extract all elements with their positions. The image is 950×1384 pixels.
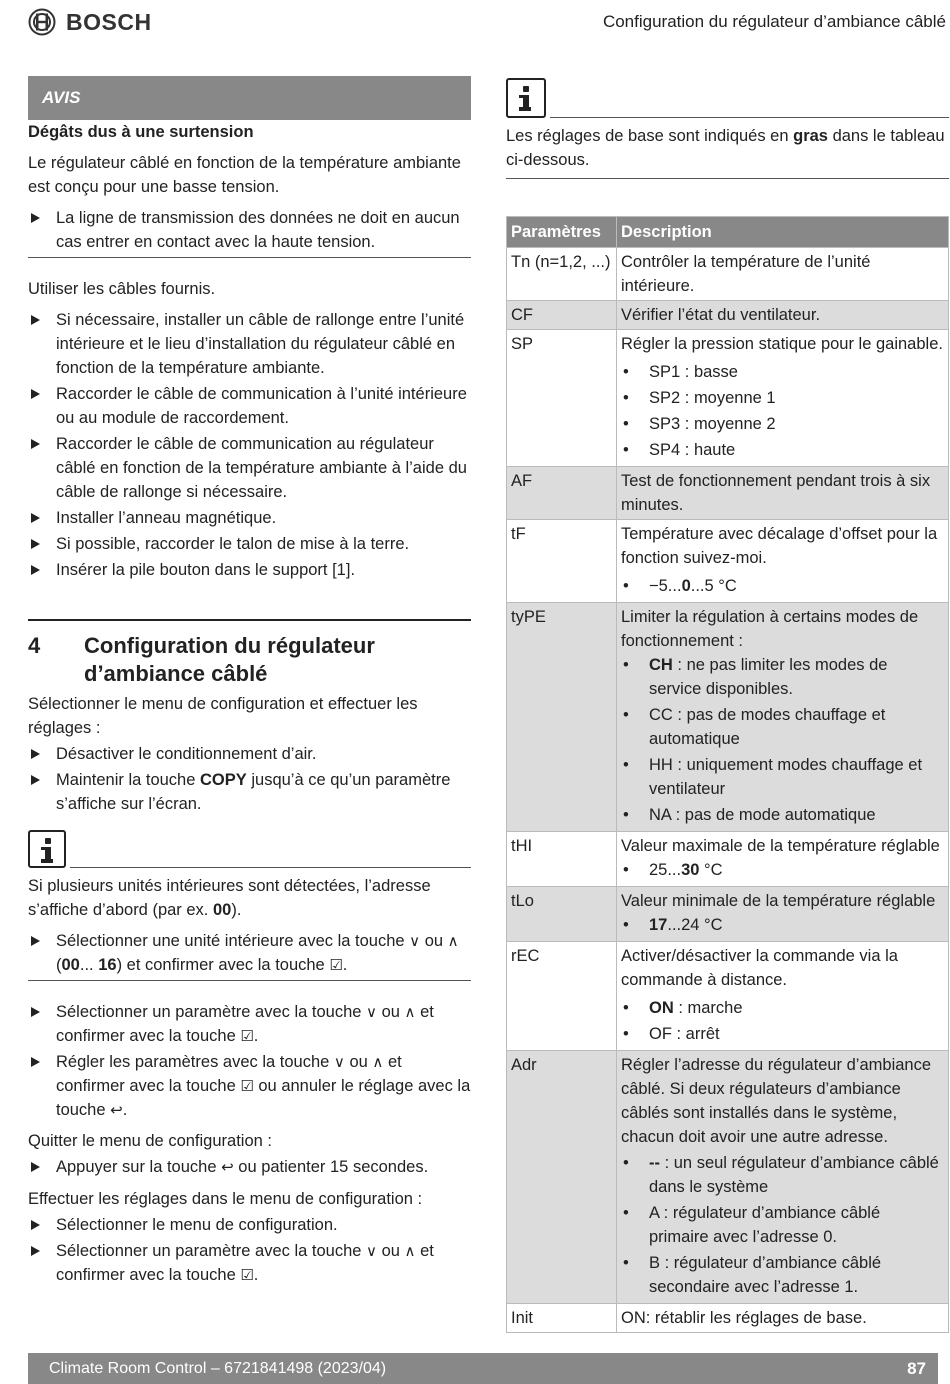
up-key-icon: ∧ — [447, 932, 459, 950]
page-footer — [28, 1353, 938, 1384]
info-icon — [506, 78, 546, 118]
select-unit-step: Sélectionner une unité intérieure avec la touche ∨ ou ∧ (00... 16) et confirmer avec la touche ☑. — [28, 929, 471, 977]
table-row: tHI Valeur maximale de la température réglable • 25...30 °C — [507, 832, 949, 887]
table-row: AF Test de fonctionnement pendant trois à six minutes. — [507, 467, 949, 520]
install-step: Installer l’anneau magnétique. — [28, 506, 471, 530]
brand-logo — [28, 8, 152, 36]
brand-name: BOSCH — [66, 8, 152, 35]
table-row: SP Régler la pression statique pour le gainable. • SP1 : basse • SP2 : moyenne 1 • SP3 : moyenne 2 • SP4 : haute — [507, 330, 949, 467]
section-divider — [28, 619, 471, 621]
install-step: Raccorder le câble de communication à l’unité intérieure ou au module de raccordement. — [28, 382, 471, 430]
table-header — [507, 217, 949, 248]
section-number: 4 — [28, 633, 41, 658]
table-row: CF Vérifier l’état du ventilateur. — [507, 301, 949, 330]
footer-doc-ref: Climate Room Control – 6721841498 (2023/04) — [49, 1360, 387, 1377]
settings-text: Effectuer les réglages dans le menu de configuration : — [28, 1190, 423, 1208]
down-key-icon: ∨ — [366, 1003, 378, 1021]
select-param-step: Sélectionner un paramètre avec la touche ∨ ou ∧ et confirmer avec la touche ☑. — [28, 1000, 471, 1048]
config-intro: Sélectionner le menu de configuration et effectuer les réglages : — [28, 695, 418, 737]
right-column — [506, 76, 949, 1333]
page-header — [28, 6, 950, 38]
quit-step: Appuyer sur la touche ↩ ou patienter 15 secondes. — [28, 1155, 471, 1179]
warning-text: Le régulateur câblé en fonction de la température ambiante est conçu pour une basse tension. — [28, 154, 461, 196]
confirm-key-icon: ☑ — [240, 1027, 254, 1045]
section-heading — [28, 632, 471, 688]
settings-step: Sélectionner le menu de configuration. — [28, 1213, 471, 1237]
install-step: Raccorder le câble de communication au régulateur câblé en fonction de la température ambiante à l’aide du câble de rallonge si nécessaire. — [28, 432, 471, 504]
warning-bullet: La ligne de transmission des données ne doit en aucun cas entrer en contact avec la haute tension. — [28, 206, 471, 254]
table-row: tF Température avec décalage d’offset pour la fonction suivez-moi. • −5...0...5 °C — [507, 520, 949, 603]
table-row: tLo Valeur minimale de la température réglable • 17...24 °C — [507, 887, 949, 942]
table-row: rEC Activer/désactiver la commande via la commande à distance. • ON : marche • OF : arrêt — [507, 942, 949, 1051]
column-header: Paramètres — [507, 217, 617, 248]
page-number: 87 — [907, 1359, 926, 1378]
install-step: Si nécessaire, installer un câble de rallonge entre l’unité intérieure et le lieu d’installation du régulateur câblé en fonction de la température ambiante. — [28, 308, 471, 380]
notice-bar: AVIS — [28, 76, 471, 120]
table-row: tyPE Limiter la régulation à certains modes de fonctionnement : • CH : ne pas limiter les modes de service disponibles. • CC : pas de modes chauffage et automatique • HH : uniquement modes chauffage et ventilateur • NA : pas de mode automatique — [507, 603, 949, 832]
table-row: Init ON: rétablir les réglages de base. — [507, 1304, 949, 1333]
info-text: Si plusieurs unités intérieures sont détectées, l’adresse s’affiche d’abord (par ex. 00). — [28, 877, 431, 919]
install-step: Insérer la pile bouton dans le support [1]. — [28, 558, 471, 582]
down-key-icon: ∨ — [366, 1242, 378, 1260]
down-key-icon: ∨ — [333, 1053, 345, 1071]
info-text: Les réglages de base sont indiqués en gras dans le tableau ci-dessous. — [506, 127, 945, 169]
settings-step: Sélectionner un paramètre avec la touche ∨ ou ∧ et confirmer avec la touche ☑. — [28, 1239, 471, 1287]
info-icon — [28, 830, 66, 868]
table-row: Tn (n=1,2, ...) Contrôler la température de l’unité intérieure. — [507, 248, 949, 301]
back-key-icon: ↩ — [110, 1101, 123, 1119]
adjust-param-step: Régler les paramètres avec la touche ∨ ou ∧ et confirmer avec la touche ☑ ou annuler le réglage avec la touche ↩. — [28, 1050, 471, 1122]
info-notice — [506, 76, 949, 118]
back-key-icon: ↩ — [221, 1158, 234, 1176]
parameter-table — [506, 216, 949, 1333]
column-header: Description — [617, 217, 949, 248]
divider — [506, 178, 949, 179]
info-notice — [28, 830, 471, 868]
running-header-title: Configuration du régulateur d’ambiance câblé — [602, 12, 946, 31]
config-step: Désactiver le conditionnement d’air. — [28, 742, 471, 766]
quit-text: Quitter le menu de configuration : — [28, 1132, 272, 1150]
down-key-icon: ∨ — [409, 932, 421, 950]
left-column — [28, 76, 471, 1287]
divider — [28, 257, 471, 258]
confirm-key-icon: ☑ — [240, 1077, 254, 1095]
copy-key: COPY — [200, 771, 247, 789]
warning-title: Dégâts dus à une surtension — [28, 123, 254, 141]
bosch-armature-icon — [28, 8, 56, 36]
section-title: Configuration du régulateur d’ambiance câblé — [84, 633, 375, 686]
cables-text: Utiliser les câbles fournis. — [28, 280, 216, 298]
confirm-key-icon: ☑ — [240, 1266, 254, 1284]
config-step: Maintenir la touche COPY jusqu’à ce qu’un paramètre s’affiche sur l’écran. — [28, 768, 471, 816]
confirm-key-icon: ☑ — [329, 956, 343, 974]
up-key-icon: ∧ — [404, 1242, 416, 1260]
install-step: Si possible, raccorder le talon de mise à la terre. — [28, 532, 471, 556]
table-row: Adr Régler l’adresse du régulateur d’ambiance câblé. Si deux régulateurs d’ambiance câblés sont installés dans le système, chacun doit avoir une autre adresse. • -- : un seul régulateur d’ambiance câblé dans le système • A : régulateur d’ambiance câblé primaire avec l’adresse 0. • B : régulateur d’ambiance câblé secondaire avec l’adresse 1. — [507, 1051, 949, 1304]
up-key-icon: ∧ — [372, 1053, 384, 1071]
divider — [28, 980, 471, 981]
up-key-icon: ∧ — [404, 1003, 416, 1021]
